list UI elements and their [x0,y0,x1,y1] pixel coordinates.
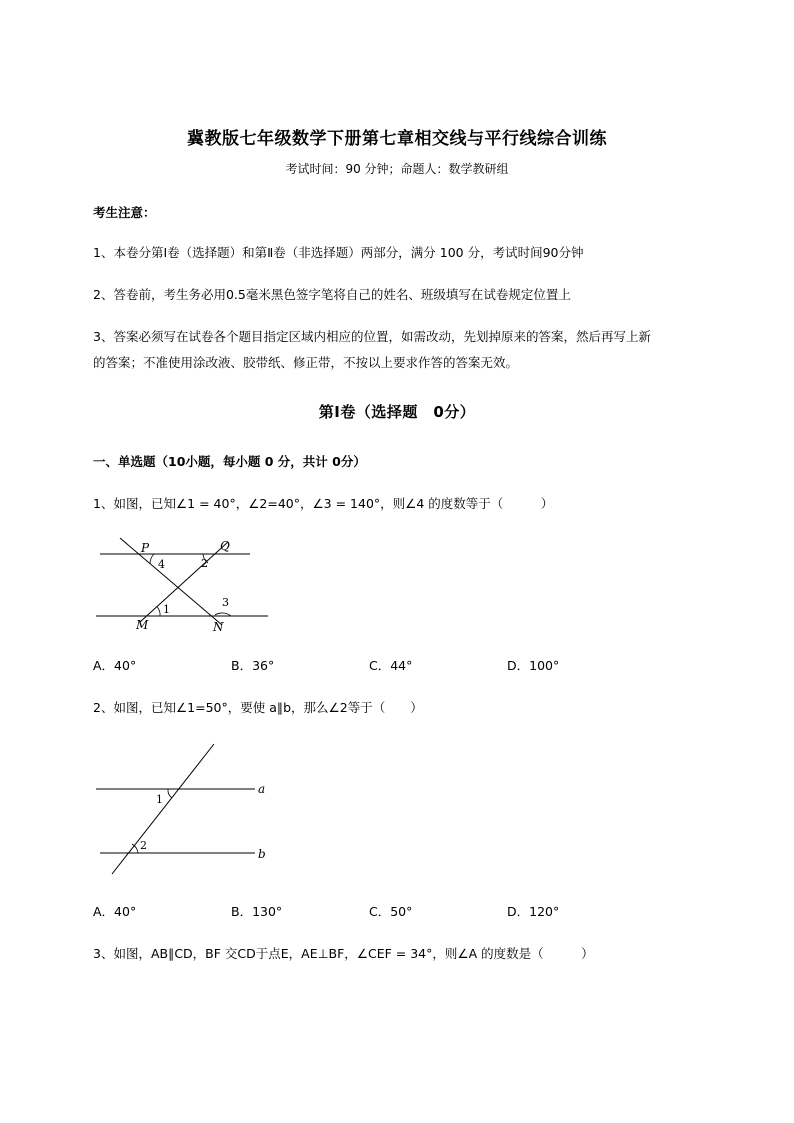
angle-4-arc [150,554,154,564]
question-2-text: 2、如图，已知∠1=50°，要使 a∥b，那么∠2等于（ ） [93,700,423,715]
question-3-text: 3、如图，AB∥CD，BF 交CD于点E，AE⊥BF，∠CEF = 34°，则∠A 的度数是（ ） [93,946,594,961]
question-2-option-a[interactable]: A．40° [93,904,137,919]
question-2-option-b[interactable]: B．130° [231,904,283,919]
question-1-text: 1、如图，已知∠1 = 40°，∠2=40°，∠3 = 140°，则∠4 的度数等于（ ） [93,496,554,511]
part-title: 一、单选题（10小题，每小题 0 分，共计 0分） [93,454,366,469]
question-1-option-a[interactable]: A．40° [93,658,137,673]
angle-2-label: 2 [201,557,208,570]
question-2-figure [90,738,275,878]
notice-item-1: 1、本卷分第Ⅰ卷（选择题）和第Ⅱ卷（非选择题）两部分，满分 100 分，考试时间90分钟 [93,245,584,260]
label-n: N [213,620,224,634]
angle-1-label: 1 [163,603,170,616]
question-1-option-d[interactable]: D．100° [507,658,560,673]
exam-subtitle: 考试时间：90 分钟；命题人：数学教研组 [285,162,509,176]
angle-2-label: 2 [140,839,147,852]
notice-item-3-line-2: 的答案；不准使用涂改液、胶带纸、修正带，不按以上要求作答的答案无效。 [93,355,519,370]
label-a: a [258,782,266,796]
angle-4-label: 4 [158,558,165,571]
label-m: M [136,618,149,632]
section-title: 第Ⅰ卷（选择题 0分） [318,403,476,421]
label-b: b [258,847,266,861]
notice-item-3-line-1: 3、答案必须写在试卷各个题目指定区域内相应的位置，如需改动，先划掉原来的答案，然后再写上新 [93,329,651,344]
label-p: P [141,541,150,555]
angle-1-label: 1 [156,793,163,806]
question-2-option-d[interactable]: D．120° [507,904,560,919]
label-q: Q [220,539,230,553]
page-title: 冀教版七年级数学下册第七章相交线与平行线综合训练 [187,129,607,149]
notice-heading: 考生注意： [93,205,156,220]
question-2-option-c[interactable]: C．50° [369,904,413,919]
transversal-line [112,744,214,874]
question-1-option-b[interactable]: B．36° [231,658,275,673]
angle-1-arc [168,789,172,798]
question-1-figure [90,530,275,635]
notice-item-2: 2、答卷前，考生务必用0.5毫米黑色签字笔将自己的姓名、班级填写在试卷规定位置上 [93,287,571,302]
angle-3-label: 3 [222,596,229,609]
question-1-option-c[interactable]: C．44° [369,658,413,673]
line-pn [120,538,222,625]
angle-1-arc [157,607,160,616]
